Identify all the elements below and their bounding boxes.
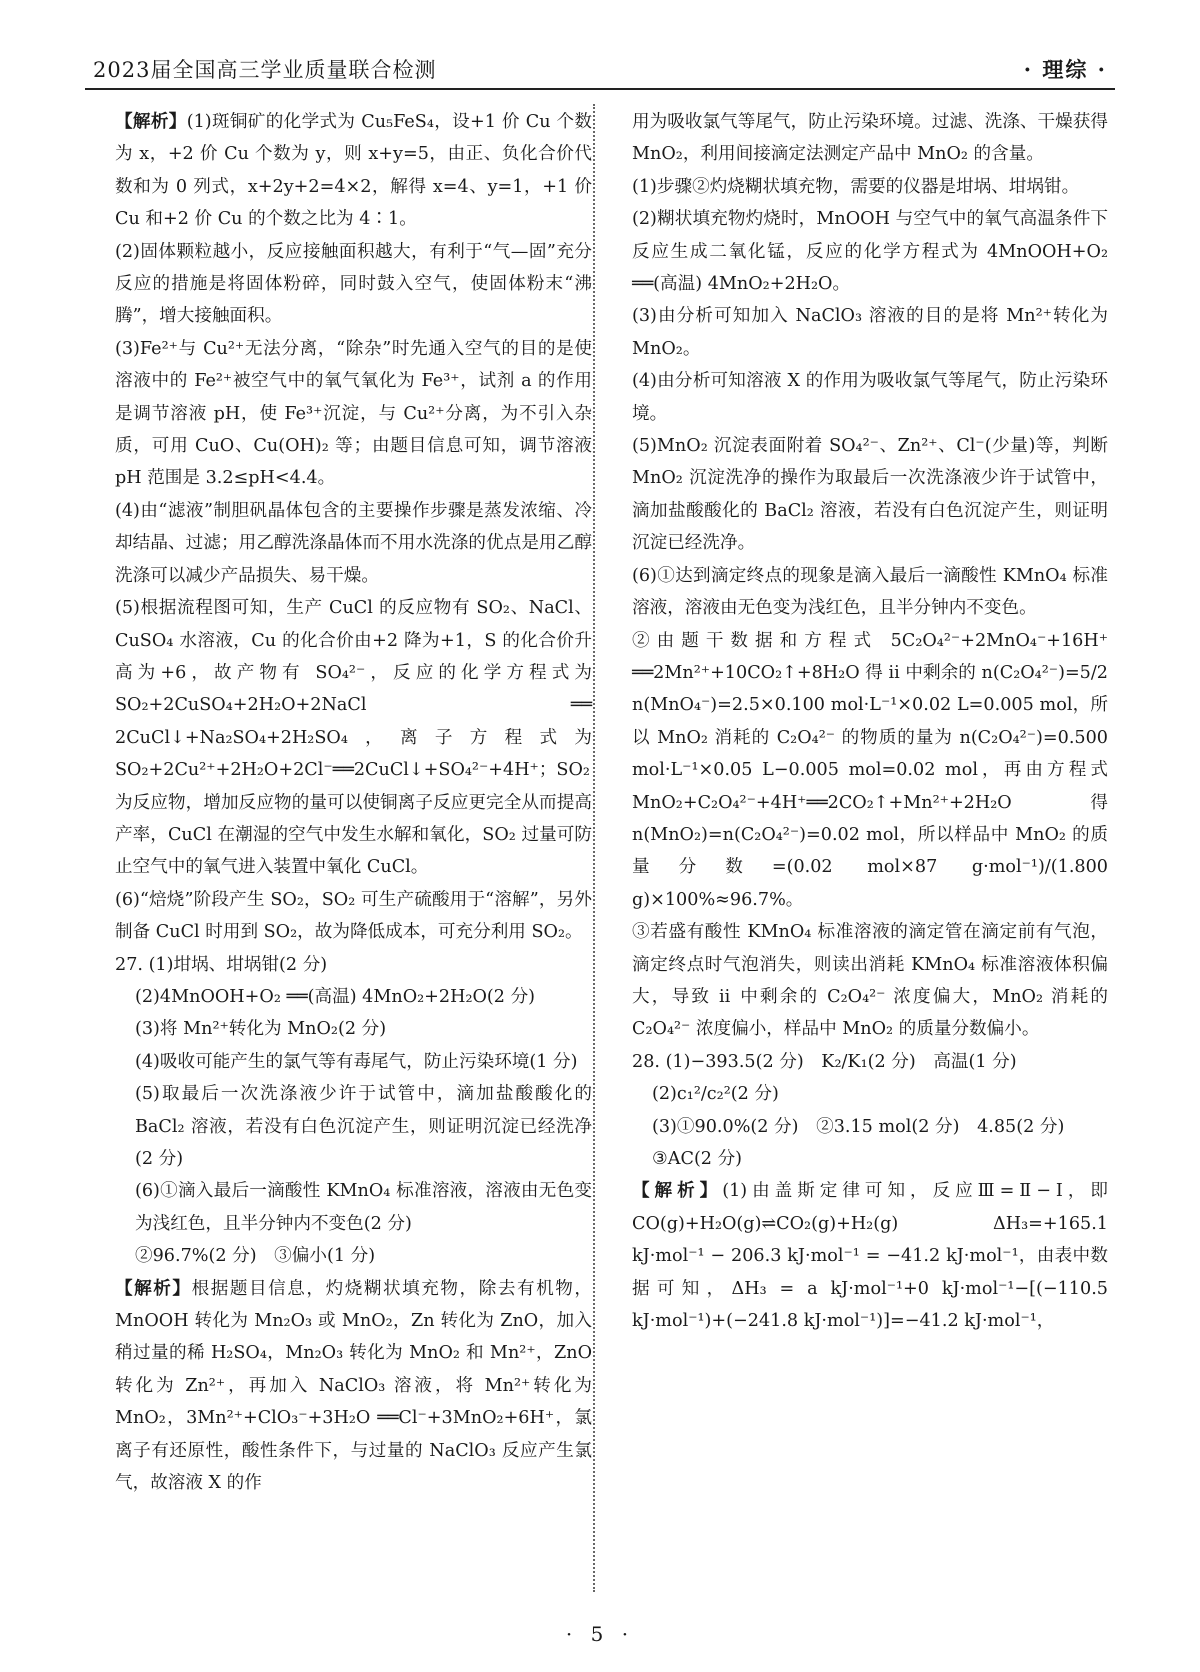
answer-item: (2)c₁²/c₂²(2 分) — [652, 1084, 779, 1105]
analysis-paragraph: 用为吸收氯气等尾气，防止污染环境。过滤、洗涤、干燥获得 MnO₂，利用间接滴定法测定产品中 MnO₂ 的含量。 — [632, 112, 1108, 165]
answer-item: (5)取最后一次洗涤液少许于试管中，滴加盐酸酸化的 BaCl₂ 溶液，若没有白色沉淀产生，则证明沉淀已经洗净(2 分) — [135, 1084, 592, 1169]
answer-item: (3)①90.0%(2 分) ②3.15 mol(2 分) 4.85(2 分) — [652, 1116, 1065, 1137]
analysis-paragraph: (3)由分析可知加入 NaClO₃ 溶液的目的是将 Mn²⁺转化为 MnO₂。 — [632, 306, 1108, 359]
exam-title: 2023届全国高三学业质量联合检测 — [93, 58, 437, 82]
column-divider — [593, 104, 595, 1592]
analysis-paragraph: (6)“焙烧”阶段产生 SO₂，SO₂ 可生产硫酸用于“溶解”，另外制备 CuCl 时用到 SO₂，故为降低成本，可充分利用 SO₂。 — [115, 889, 592, 943]
answer-item: ③AC(2 分) — [652, 1149, 743, 1169]
analysis-tag: 【解析】 — [115, 1277, 192, 1299]
analysis-paragraph: (2)糊状填充物灼烧时，MnOOH 与空气中的氧气高温条件下反应生成二氧化锰，反应的化学方程式为 4MnOOH+O₂ ══(高温) 4MnO₂+2H₂O。 — [632, 209, 1108, 295]
analysis-paragraph: (5)根据流程图可知，生产 CuCl 的反应物有 SO₂、NaCl、CuSO₄ 水溶液，Cu 的化合价由+2 降为+1，S 的化合价升高为+6，故产物有 SO₄²⁻，反应的化学方程式为 SO₂+2CuSO₄+2H₂O+2NaCl ══ 2CuCl↓+Na₂SO₄+2H₂SO₄，离子方程式为 SO₂+2Cu²⁺+2H₂O+2Cl⁻══2CuCl↓+SO₄²⁻+4H⁺；SO₂ 为反应物，增加反应物的量可以使铜离子反应更完全从而提高产率，CuCl 在潮湿的空气中发生水解和氧化，SO₂ 过量可防止空气中的氧气进入装置中氧化 CuCl。 — [115, 598, 592, 878]
analysis-paragraph: (1)步骤②灼烧糊状填充物，需要的仪器是坩埚、坩埚钳。 — [632, 176, 1080, 197]
answer-item: (2)4MnOOH+O₂ ══(高温) 4MnO₂+2H₂O(2 分) — [135, 986, 536, 1007]
answer-item: (6)①滴入最后一滴酸性 KMnO₄ 标准溶液，溶液由无色变为浅红色，且半分钟内不变色(2 分) — [135, 1181, 592, 1234]
left-column — [115, 106, 592, 1499]
answer-item: (3)将 Mn²⁺转化为 MnO₂(2 分) — [135, 1019, 387, 1040]
analysis-paragraph: (5)MnO₂ 沉淀表面附着 SO₄²⁻、Zn²⁺、Cl⁻(少量)等，判断 MnO₂ 沉淀洗净的操作为取最后一次洗涤液少许于试管中，滴加盐酸酸化的 BaCl₂ 溶液，若没有白色沉淀产生，则证明沉淀已经洗净。 — [632, 436, 1108, 554]
analysis-paragraph: ②由题干数据和方程式 5C₂O₄²⁻+2MnO₄⁻+16H⁺ ══2Mn²⁺+10CO₂↑+8H₂O 得 ⅱ 中剩余的 n(C₂O₄²⁻)=5/2 n(MnO₄⁻)=2.5×0.100 mol·L⁻¹×0.02 L=0.005 mol，所以 MnO₂ 消耗的 C₂O₄²⁻ 的物质的量为 n(C₂O₄²⁻)=0.500 mol·L⁻¹×0.05 L−0.005 mol=0.02 mol，再由方程式 MnO₂+C₂O₄²⁻+4H⁺══2CO₂↑+Mn²⁺+2H₂O 得 n(MnO₂)=n(C₂O₄²⁻)=0.02 mol，所以样品中 MnO₂ 的质量分数=(0.02 mol×87 g·mol⁻¹)/(1.800 g)×100%≈96.7%。 — [632, 630, 1108, 910]
page-header — [85, 48, 1115, 90]
analysis-tag: 【解析】 — [115, 111, 187, 132]
answer-item: (4)吸收可能产生的氯气等有毒尾气，防止污染环境(1 分) — [135, 1051, 578, 1072]
analysis-paragraph: (2)固体颗粒越小，反应接触面积越大，有利于“气—固”充分反应的措施是将固体粉碎，同时鼓入空气，使固体粉末“沸腾”，增大接触面积。 — [115, 241, 592, 327]
analysis-paragraph: (6)①达到滴定终点的现象是滴入最后一滴酸性 KMnO₄ 标准溶液，溶液由无色变为浅红色，且半分钟内不变色。 — [632, 565, 1108, 619]
analysis-paragraph: ③若盛有酸性 KMnO₄ 标准溶液的滴定管在滴定前有气泡，滴定终点时气泡消失，则读出消耗 KMnO₄ 标准溶液体积偏大，导致 ⅱ 中剩余的 C₂O₄²⁻ 浓度偏大，MnO₂ 消耗的 C₂O₄²⁻ 浓度偏小，样品中 MnO₂ 的质量分数偏小。 — [632, 922, 1108, 1040]
analysis-tag: 【解析】 — [632, 1180, 723, 1202]
answer-item: 27. (1)坩埚、坩埚钳(2 分) — [115, 954, 328, 975]
right-column — [632, 106, 1108, 1337]
analysis-paragraph: (3)Fe²⁺与 Cu²⁺无法分离，“除杂”时先通入空气的目的是使溶液中的 Fe²⁺被空气中的氧气氧化为 Fe³⁺，试剂 a 的作用是调节溶液 pH，使 Fe³⁺沉淀，与 Cu²⁺分离，为不引入杂质，可用 CuO、Cu(OH)₂ 等；由题目信息可知，调节溶液 pH 范围是 3.2≤pH<4.4。 — [115, 338, 592, 489]
analysis-paragraph: 【解析】根据题目信息，灼烧糊状填充物，除去有机物，MnOOH 转化为 Mn₂O₃ 或 MnO₂，Zn 转化为 ZnO，加入稍过量的稀 H₂SO₄，Mn₂O₃ 转化为 MnO₂ 和 Mn²⁺，ZnO 转化为 Zn²⁺，再加入 NaClO₃ 溶液，将 Mn²⁺转化为 MnO₂，3Mn²⁺+ClO₃⁻+3H₂O ══Cl⁻+3MnO₂+6H⁺，氯离子有还原性，酸性条件下，与过量的 NaClO₃ 反应产生氯气，故溶液 X 的作 — [115, 1277, 592, 1494]
analysis-paragraph: 【解析】(1)由盖斯定律可知，反应Ⅲ=Ⅱ−Ⅰ，即 CO(g)+H₂O(g)⇌CO₂(g)+H₂(g) ΔH₃=+165.1 kJ·mol⁻¹ − 206.3 kJ·mol⁻¹ = −41.2 kJ·mol⁻¹，由表中数据可知，ΔH₃ = a kJ·mol⁻¹+0 kJ·mol⁻¹−[(−110.5 kJ·mol⁻¹)+(−241.8 kJ·mol⁻¹)]=−41.2 kJ·mol⁻¹， — [632, 1180, 1108, 1332]
analysis-paragraph: 【解析】(1)斑铜矿的化学式为 Cu₅FeS₄，设+1 价 Cu 个数为 x，+2 价 Cu 个数为 y，则 x+y=5，由正、负化合价代数和为 0 列式，x+2y+2=4×2，解得 x=4、y=1，+1 价 Cu 和+2 价 Cu 的个数之比为 4∶1。 — [115, 111, 592, 230]
answer-item: 28. (1)−393.5(2 分) K₂/K₁(2 分) 高温(1 分) — [632, 1051, 1017, 1072]
page-number: · 5 · — [565, 1622, 635, 1646]
subject-label: · 理综 · — [1023, 57, 1107, 82]
analysis-paragraph: (4)由分析可知溶液 X 的作用为吸收氯气等尾气，防止污染环境。 — [632, 371, 1108, 424]
analysis-paragraph: (4)由“滤液”制胆矾晶体包含的主要操作步骤是蒸发浓缩、冷却结晶、过滤；用乙醇洗涤晶体而不用水洗涤的优点是用乙醇洗涤可以减少产品损失、易干燥。 — [115, 500, 592, 586]
answer-item: ②96.7%(2 分) ③偏小(1 分) — [135, 1246, 376, 1267]
